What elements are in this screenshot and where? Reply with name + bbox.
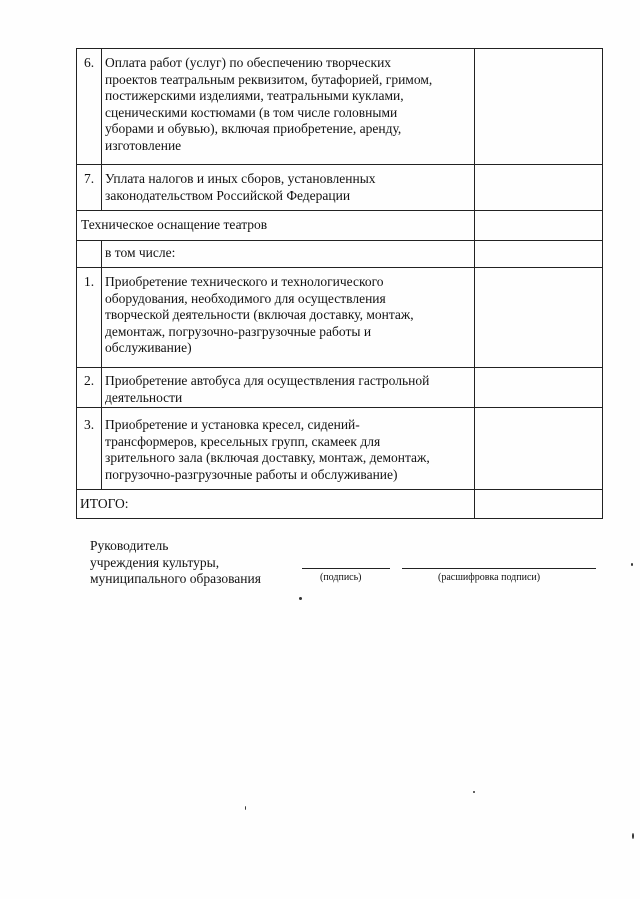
- number-column-divider: [101, 164, 102, 210]
- row-text: в том числе:: [105, 245, 176, 260]
- signature-caption: (подпись): [320, 572, 362, 583]
- scan-speck: [632, 833, 634, 839]
- name-caption: (расшифровка подписи): [438, 572, 541, 583]
- number-column-divider: [101, 240, 102, 489]
- section-heading: Техническое оснащение театров: [81, 217, 268, 232]
- row-number: 6.: [83, 55, 95, 70]
- scan-speck: [631, 563, 633, 566]
- name-line: [402, 568, 596, 569]
- row-divider: [77, 267, 602, 268]
- row-divider: [77, 407, 602, 408]
- amount-column-divider: [474, 49, 475, 518]
- scan-speck: [245, 806, 246, 810]
- number-column-divider: [101, 49, 102, 164]
- row-text: Оплата работ (услуг) по обеспечению творческих проектов театральным реквизитом, бутафорией, гримом, постижерскими изделиями, театральными куклами, сценическими костюмами (в том числе головными уборами и обувью), включая приобретение, аренду, изготовление: [105, 55, 433, 153]
- signature-line: [302, 568, 390, 569]
- row-divider: [77, 240, 602, 241]
- row-text: Приобретение автобуса для осуществления гастрольной деятельности: [105, 373, 430, 405]
- row-number: 2.: [83, 373, 95, 388]
- row-divider: [77, 367, 602, 368]
- signatory-label: Руководитель учреждения культуры, муниципального образования: [90, 538, 261, 586]
- row-text: Приобретение и установка кресел, сидений- трансформеров, кресельных групп, скамеек для зрительного зала (включая доставку, монтаж, демонтаж, погрузочно-разгрузочные работы и обслуживание): [105, 417, 430, 482]
- row-number: 1.: [83, 274, 95, 289]
- total-label: ИТОГО:: [80, 496, 129, 511]
- row-divider: [77, 489, 602, 490]
- row-divider: [77, 164, 602, 165]
- row-number: 3.: [83, 417, 95, 432]
- row-text: Приобретение технического и технологического оборудования, необходимого для осуществления творческой деятельности (включая доставку, монтаж, демонтаж, погрузочно-разгрузочные работы и обслуживание): [105, 274, 414, 355]
- scan-speck: [473, 791, 475, 793]
- scan-speck: [299, 597, 302, 600]
- budget-table: [76, 48, 603, 519]
- row-divider: [77, 210, 602, 211]
- row-text: Уплата налогов и иных сборов, установленных законодательством Российской Федерации: [105, 171, 376, 203]
- row-number: 7.: [83, 171, 95, 186]
